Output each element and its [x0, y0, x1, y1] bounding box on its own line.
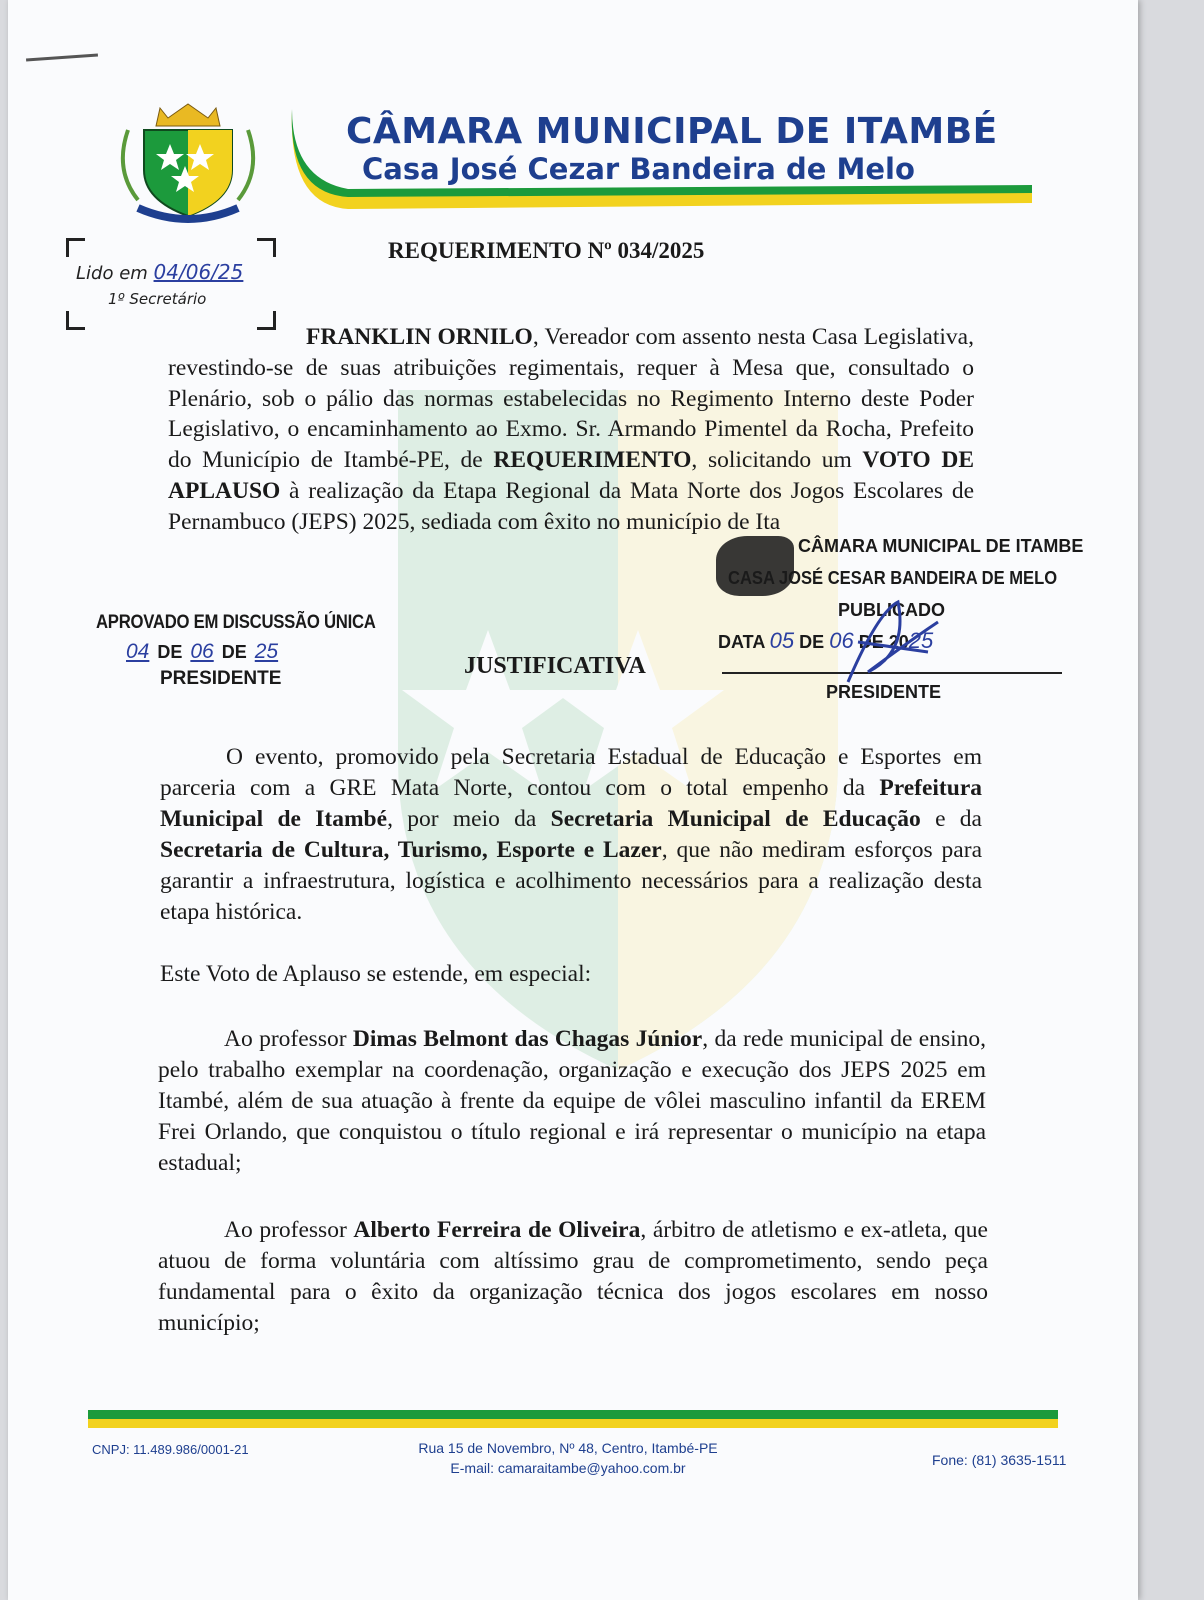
- paragraph-event: [160, 742, 982, 928]
- request-text-b: , solicitando um: [691, 447, 863, 474]
- stamp-aprovado: [96, 612, 376, 690]
- footer-address-block: [388, 1438, 748, 1478]
- paragraph-alberto: [158, 1215, 988, 1339]
- aprovado-label: APROVADO EM DISCUSSÃO ÚNICA: [96, 612, 376, 633]
- lido-prefix: Lido em: [76, 263, 148, 284]
- publicado-role: PRESIDENTE: [826, 682, 942, 702]
- dimas-name: Dimas Belmont das Chagas Júnior: [352, 1026, 703, 1052]
- paragraph-request: [168, 322, 974, 538]
- event-text-d: e da: [920, 806, 982, 832]
- letterhead-subtitle: Casa José Cezar Bandeira de Melo: [362, 152, 915, 186]
- footer-email: E-mail: camaraitambe@yahoo.com.br: [450, 1460, 686, 1476]
- lido-date: 04/06/25: [153, 260, 244, 284]
- publicado-day: 05: [769, 628, 795, 653]
- request-keyword: REQUERIMENTO: [493, 447, 692, 474]
- dimas-text-a: Ao professor: [224, 1026, 353, 1052]
- event-bold-1: Prefeitura Municipal de Itambé: [160, 775, 982, 832]
- signature-scribble: [838, 592, 948, 692]
- publicado-data-label: DATA: [718, 632, 765, 652]
- footer-cnpj: CNPJ: 11.489.986/0001-21: [92, 1442, 249, 1457]
- stamp-publicado: [708, 532, 1088, 712]
- publicado-line1: CÂMARA MUNICIPAL DE ITAMBE: [798, 536, 1084, 556]
- vote-keyword: VOTO DE APLAUSO: [168, 447, 974, 504]
- aprovado-role: PRESIDENTE: [160, 668, 282, 689]
- aprovado-year: 25: [254, 640, 279, 663]
- publicado-label: PUBLICADO: [838, 600, 945, 620]
- event-text-a: O evento, promovido pela Secretaria Estadual de Educação e Esportes em parceria com a GRE Mata Norte, contou com o total empenho da: [160, 744, 982, 801]
- pen-mark: [26, 53, 98, 61]
- author-name: FRANKLIN ORNILO: [306, 324, 533, 350]
- request-text-c: à realização da Etapa Regional da Mata Norte dos Jogos Escolares de Pernambuco (JEPS) 2025, sediada com êxito no município de Ita: [168, 477, 974, 535]
- aprovado-de1: DE: [157, 642, 183, 662]
- publicado-line2: CASA JOSÉ CESAR BANDEIRA DE MELO: [728, 568, 1058, 588]
- event-bold-3: Secretaria de Cultura, Turismo, Esporte e Lazer: [160, 837, 662, 863]
- document-page: [8, 0, 1138, 1600]
- alberto-text-c: , árbitro de atletismo e ex-atleta, que atuou de forma voluntária com altíssimo grau de comprometimento, sendo peça fundamental para o êxito da organização técnica dos jogos escolares em nosso município;: [158, 1217, 988, 1336]
- footer-address: Rua 15 de Novembro, Nº 48, Centro, Itambé-PE: [418, 1440, 718, 1456]
- letterhead-title: CÂMARA MUNICIPAL DE ITAMBÉ: [346, 111, 998, 152]
- footer-phone: Fone: (81) 3635-1511: [932, 1452, 1067, 1468]
- event-bold-2: Secretaria Municipal de Educação: [550, 806, 921, 832]
- alberto-name: Alberto Ferreira de Oliveira: [353, 1217, 641, 1243]
- aprovado-de2: DE: [221, 642, 247, 662]
- publicado-month: 06: [829, 628, 854, 653]
- publicado-de2: DE 20: [858, 632, 909, 652]
- event-text-e: , que não mediram esforços para garantir a infraestrutura, logística e acolhimento necessários para a realização desta etapa histórica.: [160, 837, 982, 925]
- document-title: REQUERIMENTO Nº 034/2025: [388, 238, 705, 263]
- paragraph-dimas: [158, 1024, 986, 1179]
- publicado-year: 25: [908, 628, 934, 653]
- footer-bar: [88, 1410, 1058, 1428]
- stamp-lido: [66, 238, 276, 330]
- aprovado-day: 04: [126, 640, 150, 663]
- publicado-de1: DE: [799, 632, 825, 652]
- section-heading-justificativa: JUSTIFICATIVA: [464, 653, 646, 679]
- letterhead: [288, 105, 1058, 220]
- crest-logo: [108, 100, 268, 230]
- dimas-text-c: , da rede municipal de ensino, pelo trabalho exemplar na coordenação, organização e execução dos JEPS 2025 em Itambé, além de sua atuação à frente da equipe de vôlei masculino infantil da EREM Frei Orlando, que conquistou o título regional e irá representar o município na etapa estadual;: [158, 1026, 986, 1176]
- event-text-c: , por meio da: [387, 806, 551, 832]
- request-text-a: , Vereador com assento nesta Casa Legislativa, revestindo-se de suas atribuições regimentais, requer à Mesa que, consultado o Plenário, sob o pálio das normas estabelecidas no Regimento Interno deste Poder Legislativo, o encaminhamento ao Exmo. Sr. Armando Pimentel da Rocha, Prefeito do Município de Itambé-PE, de: [168, 324, 974, 474]
- paragraph-extends: Este Voto de Aplauso se estende, em especial:: [160, 961, 592, 987]
- alberto-text-a: Ao professor: [224, 1217, 354, 1243]
- lido-role: 1º Secretário: [108, 290, 207, 308]
- aprovado-month: 06: [190, 640, 214, 663]
